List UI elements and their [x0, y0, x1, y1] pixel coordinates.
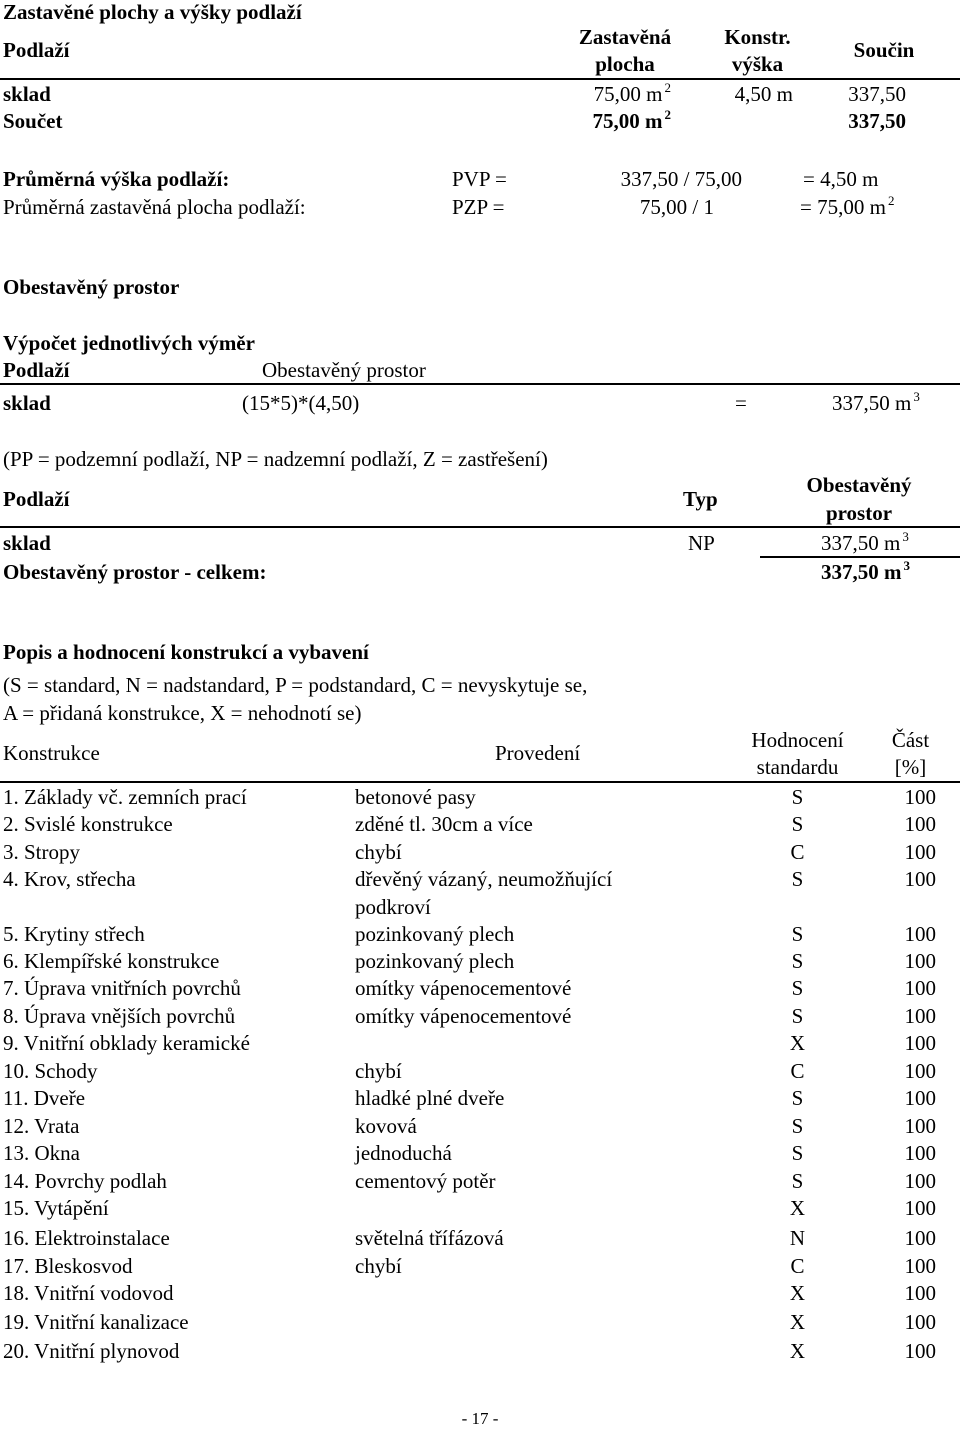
vymer-rule: [0, 383, 960, 385]
konstrukce-name: 7. Úprava vnitřních povrchů: [3, 976, 241, 1000]
konstrukce-name: 9. Vnitřní obklady keramické: [3, 1031, 250, 1055]
konstrukce-cast: 100: [904, 1141, 936, 1165]
konstrukce-hodnoceni: X: [789, 1310, 806, 1334]
header-soucin: Součin: [853, 38, 915, 62]
konstr-header-provedeni: Provedení: [495, 741, 581, 765]
summary-row-typ: NP: [688, 531, 715, 555]
konstrukce-provedeni: chybí: [355, 840, 402, 864]
konstrukce-provedeni: omítky vápenocementové: [355, 1004, 572, 1028]
konstrukce-provedeni: pozinkovaný plech: [355, 922, 515, 946]
header-rule: [0, 78, 960, 80]
konstrukce-cast: 100: [904, 1310, 936, 1334]
header-konstr-2: výška: [731, 52, 784, 76]
pzp-abbr: PZP =: [452, 195, 505, 219]
konstrukce-name: 12. Vrata: [3, 1114, 80, 1138]
summary-rule: [0, 526, 960, 528]
konstrukce-cast: 100: [904, 976, 936, 1000]
konstrukce-cast: 100: [904, 949, 936, 973]
vymer-row-value: 337,50 m $^3$: [832, 389, 920, 415]
pzp-result: = 75,00 m $^2$: [800, 193, 895, 219]
vymer-row-eq: =: [735, 391, 747, 415]
vymer-header-prostor: Obestavěný prostor: [262, 358, 426, 382]
section-title-obestaveny: Obestavěný prostor: [3, 275, 180, 299]
section-title-popis: Popis a hodnocení konstrukcí a vybavení: [3, 640, 369, 664]
row-height: 4,50 m: [734, 82, 793, 106]
konstrukce-hodnoceni: S: [791, 1086, 804, 1110]
konstrukce-hodnoceni: S: [791, 785, 804, 809]
total-product: 337,50: [848, 109, 906, 133]
summary-row-name: sklad: [3, 531, 51, 555]
konstrukce-name: 14. Povrchy podlah: [3, 1169, 167, 1193]
pvp-abbr: PVP =: [452, 167, 507, 191]
konstrukce-cast: 100: [904, 1086, 936, 1110]
konstrukce-name: 11. Dveře: [3, 1086, 86, 1110]
konstrukce-name: 16. Elektroinstalace: [3, 1226, 170, 1250]
row-product: 337,50: [848, 82, 906, 106]
konstrukce-name: 3. Stropy: [3, 840, 81, 864]
konstrukce-name: 17. Bleskosvod: [3, 1254, 133, 1278]
konstrukce-cast: 100: [904, 840, 936, 864]
konstr-header-hodnoceni-2: standardu: [756, 755, 839, 779]
header-konstr-1: Konstr.: [724, 25, 791, 49]
konstrukce-name: 8. Úprava vnějších povrchů: [3, 1004, 236, 1028]
konstrukce-provedeni: chybí: [355, 1059, 402, 1083]
konstrukce-provedeni: světelná třífázová: [355, 1226, 504, 1250]
konstrukce-hodnoceni: X: [789, 1281, 806, 1305]
konstrukce-hodnoceni: S: [791, 1004, 804, 1028]
konstrukce-name: 1. Základy vč. zemních prací: [3, 785, 247, 809]
summary-header-typ: Typ: [683, 487, 718, 511]
konstrukce-hodnoceni: S: [791, 922, 804, 946]
konstrukce-name: 4. Krov, střecha: [3, 867, 136, 891]
konstr-header-cast-2: [%]: [894, 755, 927, 779]
summary-header-prostor-2: prostor: [825, 501, 893, 525]
summary-total-value: 337,50 m $^3$: [821, 558, 910, 584]
pvp-label: Průměrná výška podlaží:: [3, 167, 230, 191]
konstrukce-name: 5. Krytiny střech: [3, 922, 145, 946]
konstr-header-cast-1: Část: [891, 728, 930, 752]
konstrukce-hodnoceni: X: [789, 1031, 806, 1055]
row-area: 75,00 m $^2$: [593, 80, 671, 106]
konstrukce-hodnoceni: S: [791, 949, 804, 973]
konstrukce-provedeni: jednoduchá: [355, 1141, 452, 1165]
header-zastavena-1: Zastavěná: [578, 25, 672, 49]
konstrukce-cast: 100: [904, 1031, 936, 1055]
konstrukce-provedeni: omítky vápenocementové: [355, 976, 572, 1000]
konstrukce-name: 13. Okna: [3, 1141, 80, 1165]
summary-header-prostor-1: Obestavěný: [806, 473, 912, 497]
konstrukce-hodnoceni: C: [790, 1059, 805, 1083]
konstrukce-cast: 100: [904, 1281, 936, 1305]
konstrukce-hodnoceni: S: [791, 1169, 804, 1193]
header-podlazi: Podlaží: [3, 38, 70, 62]
konstrukce-hodnoceni: S: [791, 1114, 804, 1138]
konstrukce-name: 15. Vytápění: [3, 1196, 109, 1220]
konstrukce-hodnoceni: S: [791, 976, 804, 1000]
pzp-calc: 75,00 / 1: [639, 195, 714, 219]
konstrukce-provedeni: pozinkovaný plech: [355, 949, 515, 973]
konstrukce-name: 10. Schody: [3, 1059, 98, 1083]
konstrukce-cast: 100: [904, 1114, 936, 1138]
page-number: - 17 -: [461, 1409, 499, 1428]
row-name: sklad: [3, 82, 51, 106]
konstrukce-cast: 100: [904, 867, 936, 891]
legend-line-1: (S = standard, N = nadstandard, P = podstandard, C = nevyskytuje se,: [3, 673, 588, 697]
konstrukce-provedeni: betonové pasy: [355, 785, 476, 809]
konstrukce-cast: 100: [904, 1169, 936, 1193]
konstrukce-cast: 100: [904, 812, 936, 836]
konstrukce-hodnoceni: X: [789, 1339, 806, 1363]
konstrukce-hodnoceni: C: [790, 840, 805, 864]
konstr-header-konstrukce: Konstrukce: [3, 741, 100, 765]
konstrukce-hodnoceni: S: [791, 867, 804, 891]
konstrukce-cast: 100: [904, 922, 936, 946]
vymer-row-name: sklad: [3, 391, 51, 415]
vymer-header-podlazi: Podlaží: [3, 358, 70, 382]
konstrukce-provedeni: kovová: [355, 1114, 417, 1138]
konstrukce-provedeni-cont: podkroví: [355, 895, 431, 919]
konstrukce-provedeni: dřevěný vázaný, neumožňující: [355, 867, 613, 891]
pzp-label: Průměrná zastavěná plocha podlaží:: [3, 195, 306, 219]
konstrukce-cast: 100: [904, 1254, 936, 1278]
legend-line-2: A = přidaná konstrukce, X = nehodnotí se): [3, 701, 362, 725]
konstrukce-name: 18. Vnitřní vodovod: [3, 1281, 174, 1305]
konstrukce-name: 2. Svislé konstrukce: [3, 812, 173, 836]
konstrukce-name: 20. Vnitřní plynovod: [3, 1339, 180, 1363]
konstrukce-hodnoceni: X: [789, 1196, 806, 1220]
konstrukce-name: 6. Klempířské konstrukce: [3, 949, 220, 973]
konstrukce-cast: 100: [904, 785, 936, 809]
legend-podlazi: (PP = podzemní podlaží, NP = nadzemní podlaží, Z = zastřešení): [3, 447, 548, 471]
konstrukce-cast: 100: [904, 1059, 936, 1083]
vymer-row-formula: (15*5)*(4,50): [242, 391, 360, 415]
konstrukce-cast: 100: [904, 1339, 936, 1363]
konstr-header-hodnoceni-1: Hodnocení: [751, 728, 844, 752]
konstrukce-hodnoceni: S: [791, 812, 804, 836]
konstrukce-provedeni: cementový potěr: [355, 1169, 496, 1193]
konstrukce-hodnoceni: S: [791, 1141, 804, 1165]
summary-total-label: Obestavěný prostor - celkem:: [3, 560, 267, 584]
total-area: 75,00 m $^2$: [592, 107, 671, 133]
konstrukce-cast: 100: [904, 1226, 936, 1250]
konstrukce-hodnoceni: C: [790, 1254, 805, 1278]
section-subtitle: Výpočet jednotlivých výměr: [3, 331, 255, 355]
section-title-zastavene: Zastavěné plochy a výšky podlaží: [3, 0, 302, 24]
header-zastavena-2: plocha: [595, 52, 655, 76]
summary-row-value: 337,50 m $^3$: [821, 529, 909, 555]
pvp-calc: 337,50 / 75,00: [620, 167, 742, 191]
summary-header-podlazi: Podlaží: [3, 487, 70, 511]
konstrukce-cast: 100: [904, 1196, 936, 1220]
total-name: Součet: [3, 109, 63, 133]
summary-value-rule: [760, 556, 960, 558]
konstrukce-name: 19. Vnitřní kanalizace: [3, 1310, 189, 1334]
konstrukce-provedeni: zděné tl. 30cm a více: [355, 812, 533, 836]
konstrukce-hodnoceni: N: [789, 1226, 806, 1250]
pvp-result: = 4,50 m: [803, 167, 879, 191]
konstrukce-provedeni: chybí: [355, 1254, 402, 1278]
konstrukce-cast: 100: [904, 1004, 936, 1028]
konstrukce-provedeni: hladké plné dveře: [355, 1086, 505, 1110]
konstr-rule: [0, 781, 960, 783]
